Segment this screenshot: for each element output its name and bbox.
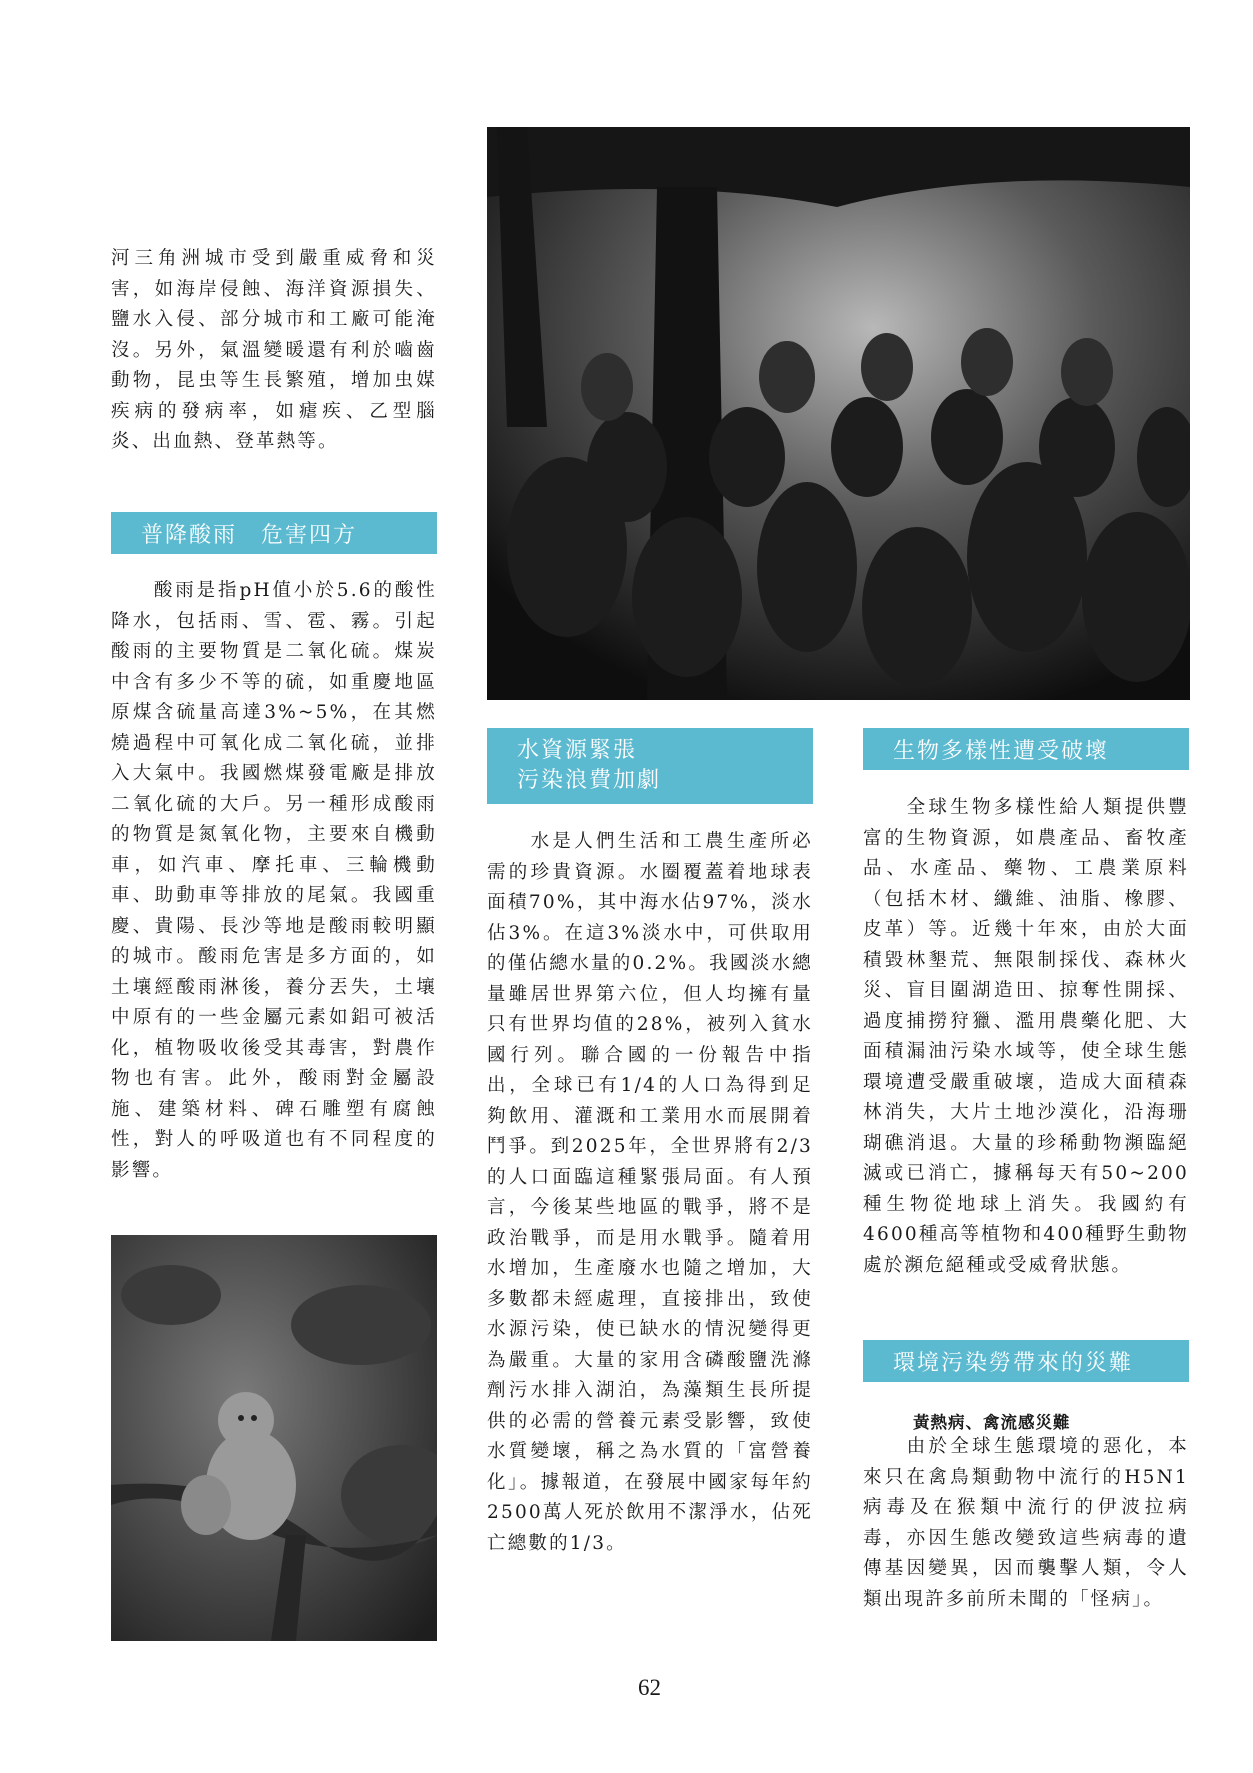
right-paragraph-disease: 由於全球生態環境的惡化，本來只在禽鳥類動物中流行的H5N1病毒及在猴類中流行的伊波拉病毒，亦因生態改變致這些病毒的遺傳基因變異，因而襲擊人類，令人類出現許多前所未聞的「怪病」。 xyxy=(863,1436,1189,1610)
section-heading-water xyxy=(487,728,813,804)
poultry-image xyxy=(487,127,1190,700)
right-paragraph-biodiversity: 全球生物多樣性給人類提供豐富的生物資源，如農產品、畜牧產品、水產品、藥物、工農業原料（包括木材、纖維、油脂、橡膠、皮革）等。近幾十年來，由於大面積毀林墾荒、無限制採伐、森林火災、盲目圍湖造田、掠奪性開採、過度捕撈狩獵、濫用農藥化肥、大面積漏油污染水域等，使全球生態環境遭受嚴重破壞，造成大面積森林消失，大片土地沙漠化，沿海珊瑚礁消退。大量的珍稀動物瀕臨絕滅或已消亡，據稱每天有50~200種生物從地球上消失。我國約有4600種高等植物和400種野生動物處於瀕危絕種或受威脅狀態。 xyxy=(863,797,1189,1276)
section-heading-pollution-disaster: 環境污染勞帶來的災難 xyxy=(863,1340,1189,1382)
page-number: 62 xyxy=(638,1675,661,1700)
section-heading-water-line1: 水資源緊張 xyxy=(517,738,638,763)
section-heading-water-line2: 污染浪費加劇 xyxy=(517,768,662,793)
monkey-image xyxy=(111,1235,437,1641)
middle-paragraph-water: 水是人們生活和工農生產所必需的珍貴資源。水圈覆蓋着地球表面積70%，其中海水佔97%，淡水佔3%。在這3%淡水中，可供取用的僅佔總水量的0.2%。我國淡水總量雖居世界第六位，但人均擁有量只有世界均值的28%，被列入貧水國行列。聯合國的一份報告中指出，全球已有1/4的人口為得到足夠飲用、灌溉和工業用水而展開着鬥爭。到2025年，全世界將有2/3的人口面臨這種緊張局面。有人預言，今後某些地區的戰爭，將不是政治戰爭，而是用水戰爭。隨着用水增加，生產廢水也隨之增加，大多數都未經處理，直接排出，致使水源污染，使已缺水的情況變得更為嚴重。大量的家用含磷酸鹽洗滌劑污水排入湖泊，為藻類生長所提供的必需的營養元素受影響，致使水質變壞，稱之為水質的「富營養化」。據報道，在發展中國家每年約2500萬人死於飲用不潔淨水，佔死亡總數的1/3。 xyxy=(487,831,813,1554)
section-heading-acid-rain: 普降酸雨 危害四方 xyxy=(111,512,437,554)
poultry-flock-photo xyxy=(487,127,1190,700)
left-paragraph-acid-rain: 酸雨是指pH值小於5.6的酸性降水，包括雨、雪、雹、霧。引起酸雨的主要物質是二氧化硫。煤炭中含有多少不等的硫，如重慶地區原煤含硫量高達3%~5%，在其燃燒過程中可氧化成二氧化硫，並排入大氣中。我國燃煤發電廠是排放二氧化硫的大戶。另一種形成酸雨的物質是氮氧化物，主要來自機動車，如汽車、摩托車、三輪機動車、助動車等排放的尾氣。我國重慶、貴陽、長沙等地是酸雨較明顯的城市。酸雨危害是多方面的，如土壤經酸雨淋後，養分丟失，土壤中原有的一些金屬元素如鋁可被活化，植物吸收後受其毒害，對農作物也有害。此外，酸雨對金屬設施、建築材料、碑石雕塑有腐蝕性，對人的呼吸道也有不同程度的影響。 xyxy=(111,580,437,1181)
monkey-photo xyxy=(111,1235,437,1641)
section-heading-biodiversity: 生物多樣性遭受破壞 xyxy=(863,728,1189,770)
subheading-yellow-fever: 黃熱病、禽流感災難 xyxy=(913,1413,1071,1432)
left-paragraph-intro: 河三角洲城市受到嚴重威脅和災害，如海岸侵蝕、海洋資源損失、鹽水入侵、部分城市和工廠可能淹沒。另外，氣溫變暖還有利於嚙齒動物，昆虫等生長繁殖，增加虫媒疾病的發病率，如瘧疾、乙型腦炎、出血熱、登革熱等。 xyxy=(111,248,437,452)
